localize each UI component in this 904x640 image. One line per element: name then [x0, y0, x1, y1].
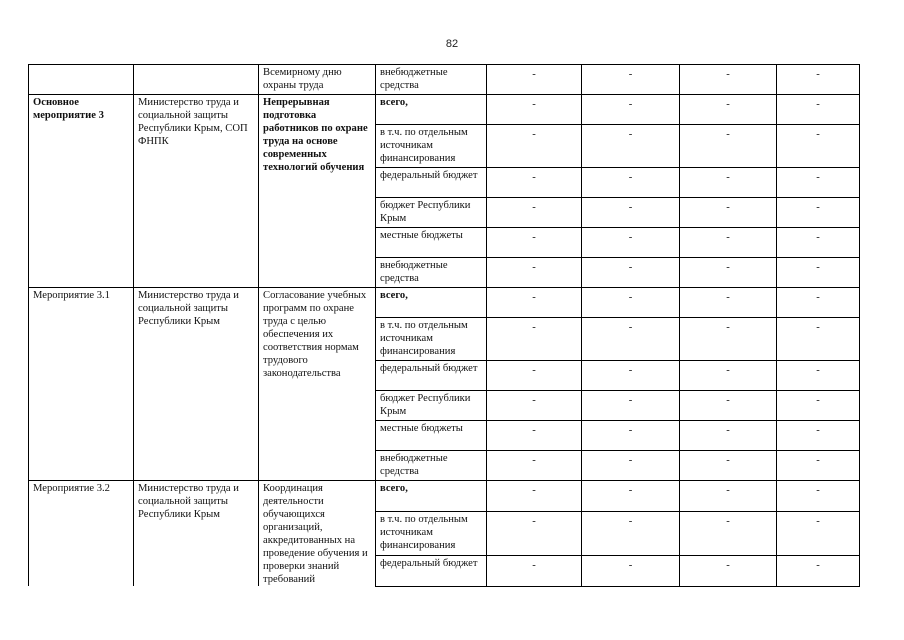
funding-source-cell: федеральный бюджет [376, 168, 487, 198]
value-cell: - [680, 421, 777, 451]
value-cell: - [777, 451, 860, 481]
value-cell: - [487, 198, 582, 228]
value-cell: - [777, 258, 860, 288]
funding-source-cell: бюджет Республики Крым [376, 391, 487, 421]
value-cell: - [777, 95, 860, 125]
value-cell: - [680, 511, 777, 555]
executor-cell: Министерство труда и социальной защиты Республики Крым, СОП ФНПК [134, 95, 259, 288]
value-cell: - [777, 168, 860, 198]
funding-source-cell: в т.ч. по отдельным источникам финансирования [376, 511, 487, 555]
value-cell: - [487, 258, 582, 288]
funding-source-cell: всего, [376, 95, 487, 125]
value-cell: - [777, 481, 860, 512]
measure-name-cell: Согласование учебных программ по охране труда с целью обеспечения их соответствия нормам трудового законодательства [259, 288, 376, 481]
executor-cell: Министерство труда и социальной защиты Республики Крым [134, 481, 259, 587]
table-body [29, 65, 860, 587]
value-cell: - [777, 421, 860, 451]
value-cell: - [680, 288, 777, 318]
value-cell: - [487, 555, 582, 586]
value-cell: - [582, 318, 680, 361]
value-cell: - [582, 95, 680, 125]
funding-source-cell: внебюджетные средства [376, 65, 487, 95]
page-number: 82 [445, 38, 459, 50]
table-row [29, 95, 860, 125]
value-cell: - [680, 95, 777, 125]
value-cell: - [777, 288, 860, 318]
value-cell: - [582, 555, 680, 586]
value-cell: - [487, 95, 582, 125]
funding-source-cell: местные бюджеты [376, 228, 487, 258]
value-cell: - [582, 361, 680, 391]
value-cell: - [582, 258, 680, 288]
measure-number-cell [29, 65, 134, 95]
value-cell: - [582, 451, 680, 481]
value-cell: - [582, 421, 680, 451]
value-cell: - [777, 511, 860, 555]
value-cell: - [582, 391, 680, 421]
table-row [29, 288, 860, 318]
value-cell: - [487, 391, 582, 421]
value-cell: - [680, 125, 777, 168]
value-cell: - [777, 391, 860, 421]
value-cell: - [777, 361, 860, 391]
value-cell: - [680, 451, 777, 481]
value-cell: - [680, 258, 777, 288]
value-cell: - [487, 481, 582, 512]
funding-source-cell: внебюджетные средства [376, 451, 487, 481]
funding-source-cell: федеральный бюджет [376, 555, 487, 586]
value-cell: - [777, 555, 860, 586]
measure-name-cell: Координация деятельности обучающихся организаций, аккредитованных на проведение обучения и проверки знаний требований [259, 481, 376, 587]
value-cell: - [680, 318, 777, 361]
funding-source-cell: внебюджетные средства [376, 258, 487, 288]
value-cell: - [582, 65, 680, 95]
value-cell: - [777, 65, 860, 95]
value-cell: - [582, 511, 680, 555]
value-cell: - [680, 391, 777, 421]
value-cell: - [582, 228, 680, 258]
value-cell: - [582, 198, 680, 228]
value-cell: - [487, 511, 582, 555]
value-cell: - [680, 65, 777, 95]
value-cell: - [487, 168, 582, 198]
value-cell: - [487, 318, 582, 361]
funding-source-cell: бюджет Республики Крым [376, 198, 487, 228]
value-cell: - [582, 125, 680, 168]
value-cell: - [777, 228, 860, 258]
measure-number-cell: Мероприятие 3.1 [29, 288, 134, 481]
value-cell: - [487, 361, 582, 391]
value-cell: - [680, 361, 777, 391]
measure-name-cell: Всемирному дню охраны труда [259, 65, 376, 95]
value-cell: - [680, 198, 777, 228]
value-cell: - [680, 228, 777, 258]
value-cell: - [582, 168, 680, 198]
value-cell: - [487, 65, 582, 95]
table-row [29, 481, 860, 512]
value-cell: - [777, 198, 860, 228]
funding-source-cell: всего, [376, 288, 487, 318]
value-cell: - [582, 288, 680, 318]
funding-source-cell: всего, [376, 481, 487, 512]
value-cell: - [582, 481, 680, 512]
value-cell: - [487, 451, 582, 481]
value-cell: - [680, 481, 777, 512]
funding-source-cell: в т.ч. по отдельным источникам финансирования [376, 125, 487, 168]
executor-cell: Министерство труда и социальной защиты Республики Крым [134, 288, 259, 481]
table-row [29, 65, 860, 95]
value-cell: - [680, 168, 777, 198]
measure-number-cell: Мероприятие 3.2 [29, 481, 134, 587]
funding-source-cell: в т.ч. по отдельным источникам финансирования [376, 318, 487, 361]
executor-cell [134, 65, 259, 95]
funding-source-cell: федеральный бюджет [376, 361, 487, 391]
value-cell: - [487, 228, 582, 258]
measure-name-cell: Непрерывная подготовка работников по охране труда на основе современных технологий обучения [259, 95, 376, 288]
value-cell: - [487, 288, 582, 318]
value-cell: - [487, 125, 582, 168]
budget-table [28, 64, 860, 587]
funding-source-cell: местные бюджеты [376, 421, 487, 451]
value-cell: - [777, 125, 860, 168]
value-cell: - [777, 318, 860, 361]
measure-number-cell: Основное мероприятие 3 [29, 95, 134, 288]
value-cell: - [680, 555, 777, 586]
value-cell: - [487, 421, 582, 451]
